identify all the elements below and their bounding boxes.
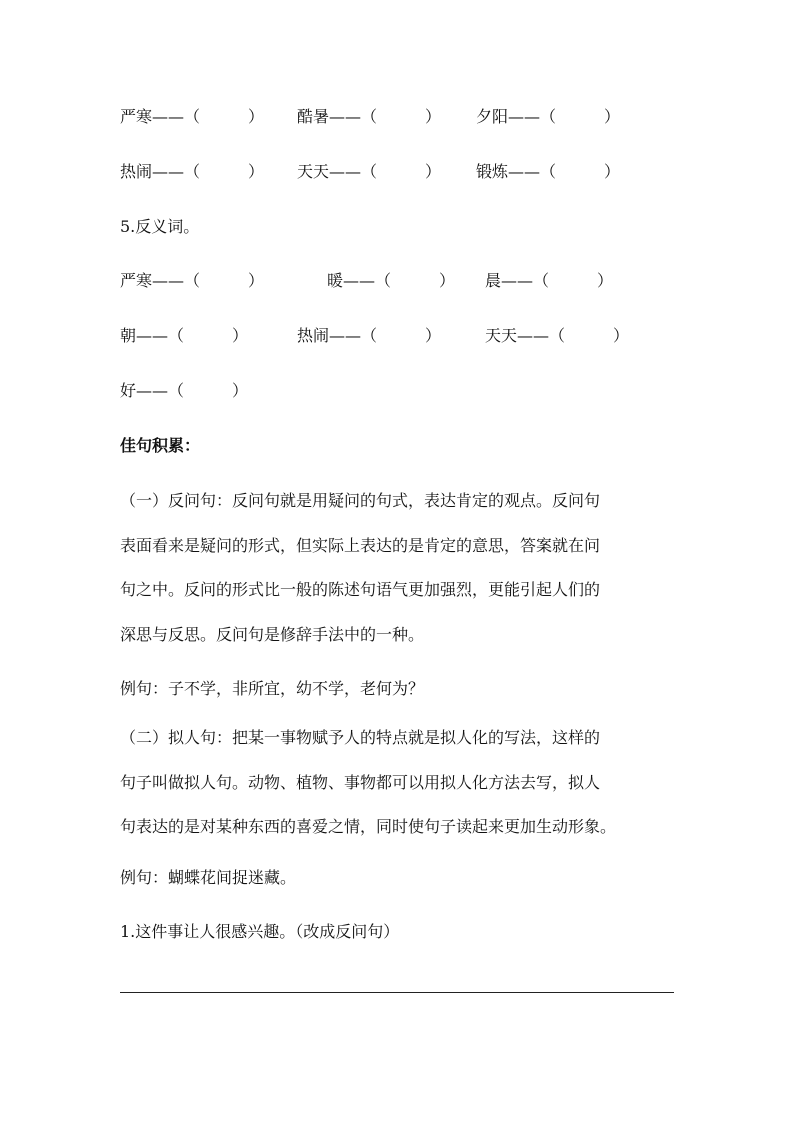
rhetorical-paragraph-line: （一）反问句：反问句就是用疑问的句式，表达肯定的观点。反问句 [120,491,601,510]
antonym-item: 严寒——（ ） [120,271,265,290]
antonym-item: 晨——（ ） [485,271,614,290]
antonym-item: 朝——（ ） [120,326,249,345]
synonym-item: 酷暑——（ ） [297,107,442,126]
antonym-item: 热闹——（ ） [297,326,442,345]
section-title: 佳句积累： [120,436,201,455]
antonym-item: 天天——（ ） [485,326,630,345]
rhetorical-paragraph-line: 句之中。反问的形式比一般的陈述句语气更加强烈，更能引起人们的 [120,580,601,599]
rhetorical-example: 例句：子不学，非所宜，幼不学，老何为？ [120,679,425,698]
synonym-item: 严寒——（ ） [120,107,265,126]
synonym-item: 锻炼——（ ） [476,162,621,181]
personification-paragraph-line: （二）拟人句：把某一事物赋予人的特点就是拟人化的写法，这样的 [120,728,601,747]
antonym-title: 5.反义词。 [120,217,200,236]
rhetorical-paragraph-line: 表面看来是疑问的形式，但实际上表达的是肯定的意思，答案就在问 [120,536,601,555]
synonym-item: 热闹——（ ） [120,162,265,181]
personification-example: 例句：蝴蝶花间捉迷藏。 [120,868,297,887]
answer-line[interactable] [120,992,674,993]
personification-paragraph-line: 句子叫做拟人句。动物、植物、事物都可以用拟人化方法去写，拟人 [120,773,601,792]
exercise-question: 1.这件事让人很感兴趣。（改成反问句） [120,922,400,941]
rhetorical-paragraph-line: 深思与反思。反问句是修辞手法中的一种。 [120,625,425,644]
synonym-item: 天天——（ ） [297,162,442,181]
synonym-item: 夕阳——（ ） [476,107,621,126]
personification-paragraph-line: 句表达的是对某种东西的喜爱之情，同时使句子读起来更加生动形象。 [120,817,617,836]
antonym-item: 好——（ ） [120,381,249,400]
antonym-item: 暖——（ ） [327,271,456,290]
